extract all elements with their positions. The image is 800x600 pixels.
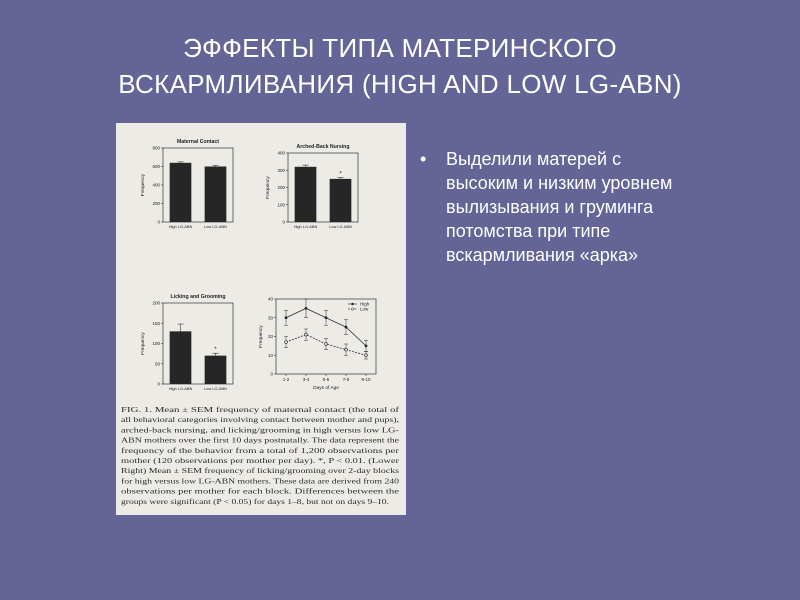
data-point xyxy=(285,341,288,344)
title-line-1: ЭФФЕКТЫ ТИПА МАТЕРИНСКОГО xyxy=(183,33,617,63)
y-axis-label: Frequency xyxy=(141,173,146,197)
x-tick-label: 5-6 xyxy=(322,377,330,382)
y-tick-label: 200 xyxy=(152,300,160,306)
x-tick-label: Low LG-ABN xyxy=(204,386,227,391)
y-tick-label: 0 xyxy=(157,219,160,225)
chart-arched-back-nursing xyxy=(265,144,358,229)
caption-line: FIG. 1. Mean ± SEM frequency of maternal contact (the total of xyxy=(121,405,400,414)
bullet-text xyxy=(446,147,672,267)
chart-title: Licking and Grooming xyxy=(170,294,226,300)
caption-line: mother (120 observations per mother per day). *, P < 0.01. (Lower xyxy=(121,456,400,465)
x-axis-label: Days of Age xyxy=(313,386,339,391)
y-tick-label: 100 xyxy=(277,202,285,208)
legend-marker xyxy=(351,308,353,310)
x-tick-label: 1-2 xyxy=(282,377,290,382)
bullet-marker: • xyxy=(420,149,427,169)
x-tick-label: 7-8 xyxy=(342,377,350,382)
caption-line: frequency of the behavior from a total of 1,200 observations per xyxy=(121,445,400,455)
chart-licking-grooming-by-age xyxy=(258,297,376,391)
legend-marker xyxy=(351,303,353,305)
chart-maternal-contact xyxy=(140,139,233,229)
bar xyxy=(170,331,192,384)
x-tick-label: Low LG-ABN xyxy=(204,224,227,229)
figure-svg xyxy=(116,123,406,515)
y-tick-label: 20 xyxy=(267,334,273,340)
y-tick-label: 40 xyxy=(267,296,273,302)
x-tick-label: High LG-ABN xyxy=(168,224,193,229)
y-tick-label: 0 xyxy=(282,219,285,225)
data-point xyxy=(305,307,308,310)
y-tick-label: 50 xyxy=(154,361,160,367)
caption-line: for high versus low LG-ABN mothers. These data are derived from 240 xyxy=(121,476,400,486)
bullet-line: вылизывания и груминга xyxy=(446,197,654,217)
bullet-list xyxy=(420,147,780,267)
y-tick-label: 600 xyxy=(152,164,160,170)
data-point xyxy=(325,316,328,319)
data-point xyxy=(345,348,348,351)
y-tick-label: 100 xyxy=(152,341,160,347)
y-tick-label: 30 xyxy=(267,315,273,321)
bullet-line: Выделили матерей с xyxy=(446,149,622,169)
y-axis-label: Frequency xyxy=(259,325,264,348)
significance-marker: * xyxy=(339,171,342,178)
chart-licking-grooming xyxy=(140,294,233,391)
caption-line: observations per mother for each block. Differences between the xyxy=(121,486,400,496)
legend-label: High xyxy=(360,301,370,307)
bullet-line: высоким и низким уровнем xyxy=(446,173,673,193)
data-point xyxy=(325,343,328,346)
bar xyxy=(170,163,192,222)
y-tick-label: 0 xyxy=(270,371,273,377)
caption-line: ABN mothers over the first 10 days postnatally. The data represent the xyxy=(121,435,400,445)
y-tick-label: 400 xyxy=(277,150,285,156)
x-tick-label: High LG-ABN xyxy=(168,386,193,391)
data-point xyxy=(285,316,288,319)
y-tick-label: 800 xyxy=(152,145,160,151)
bar xyxy=(205,356,227,384)
data-point xyxy=(365,344,368,347)
bar xyxy=(295,167,317,222)
data-point xyxy=(305,333,308,336)
chart-title: Maternal Contact xyxy=(176,139,220,145)
caption-line: groups were significant (P < 0.05) for days 1–8, but not on days 9–10. xyxy=(121,496,390,506)
y-tick-label: 150 xyxy=(152,320,160,326)
x-tick-label: High LG-ABN xyxy=(293,224,318,229)
y-axis-label: Frequency xyxy=(266,176,271,199)
caption-line: Right) Mean ± SEM frequency of licking/grooming over 2-day blocks xyxy=(121,466,400,476)
bullet-line: потомства при типе xyxy=(446,221,611,241)
data-point xyxy=(365,354,368,357)
bullet-line: вскармливания «арка» xyxy=(446,245,639,265)
y-tick-label: 200 xyxy=(277,185,285,191)
y-tick-label: 10 xyxy=(267,352,273,358)
title-line-2: ВСКАРМЛИВАНИЯ (HIGH AND LOW LG-ABN) xyxy=(118,69,682,99)
bar xyxy=(205,167,227,223)
bullet-item xyxy=(420,147,780,267)
caption-line: arched-back nursing, and licking/grooming in high versus low LG- xyxy=(121,425,400,435)
slide-title xyxy=(40,30,760,102)
legend-label: Low xyxy=(360,306,369,312)
y-tick-label: 200 xyxy=(152,201,160,207)
bar xyxy=(330,179,352,222)
significance-marker: * xyxy=(214,347,217,354)
caption-line: all behavioral categories involving contact between mother and pups), xyxy=(121,415,400,425)
data-point xyxy=(345,326,348,329)
x-tick-label: Low LG-ABN xyxy=(329,224,352,229)
y-axis-label: Frequency xyxy=(141,332,146,355)
figure-image xyxy=(116,123,406,515)
y-tick-label: 400 xyxy=(152,182,160,188)
y-tick-label: 300 xyxy=(277,167,285,173)
x-tick-label: 3-4 xyxy=(302,377,310,382)
x-tick-label: 9-10 xyxy=(361,377,371,382)
chart-title: Arched-Back Nursing xyxy=(296,144,350,150)
figure-caption xyxy=(121,405,400,506)
y-tick-label: 0 xyxy=(157,381,160,387)
